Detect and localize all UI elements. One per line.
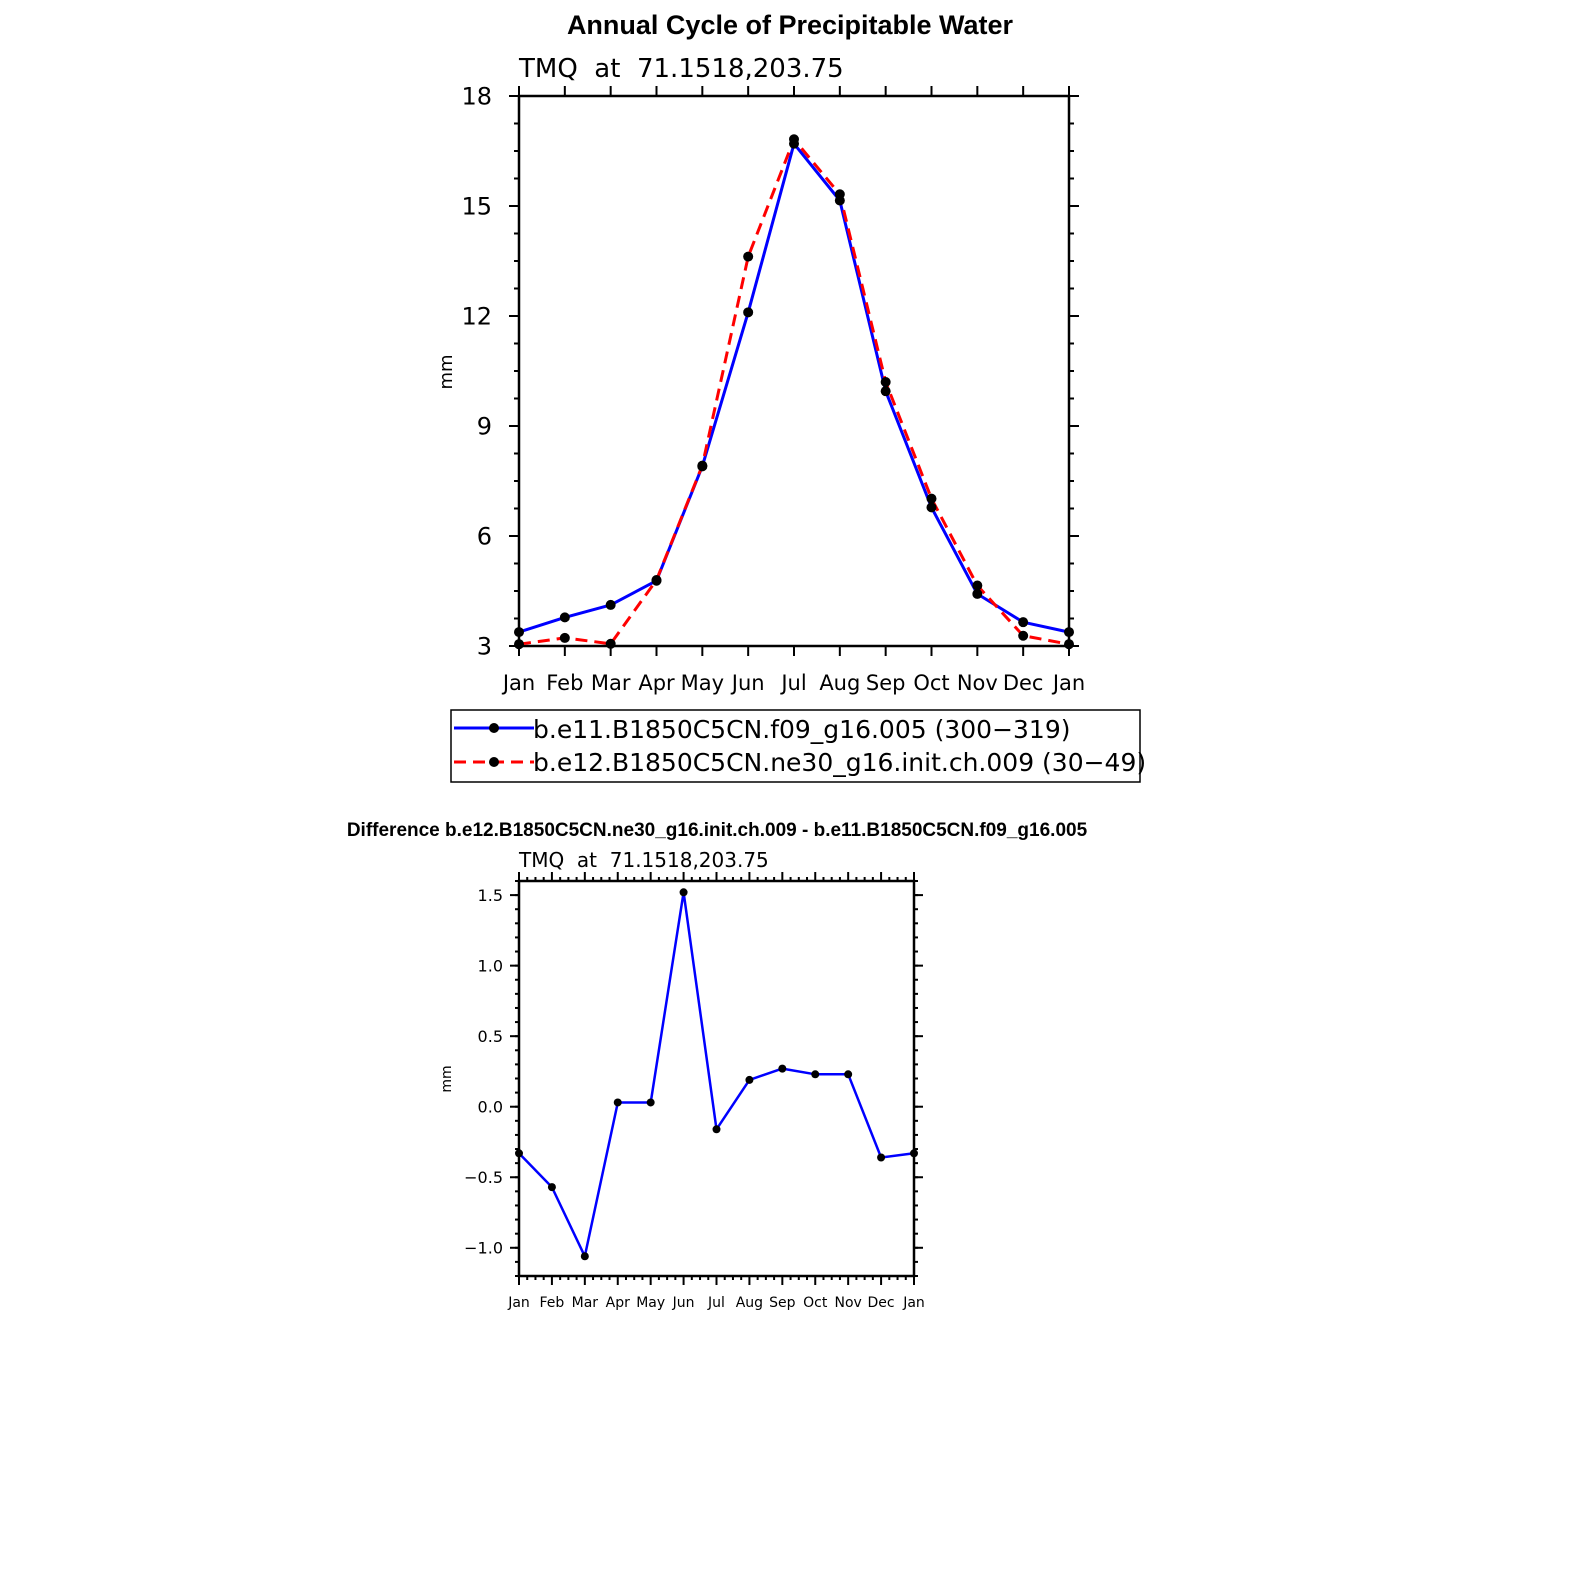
diff-xtick-label: Aug [735, 1295, 764, 1311]
main-series-1-point [881, 386, 891, 396]
diff-xtick-label: Apr [605, 1295, 630, 1311]
main-series-2-point [1064, 639, 1074, 649]
main-series-2-point [881, 377, 891, 387]
legend-marker-series-2 [489, 757, 499, 767]
main-ytick-label: 15 [461, 192, 492, 221]
diff-chart-ylabel: mm [439, 1065, 455, 1093]
main-xtick-label: Aug [819, 671, 861, 695]
diff-plot-frame [519, 881, 914, 1276]
diff-series-1-point [745, 1076, 753, 1084]
main-xtick-label: Sep [865, 671, 906, 695]
main-series-2-point [743, 252, 753, 262]
diff-xtick-label: Jun [672, 1295, 695, 1311]
main-series-2-point [514, 639, 524, 649]
diff-xtick-label: Mar [571, 1295, 599, 1311]
legend-marker-series-1 [489, 723, 499, 733]
diff-xtick-label: Nov [834, 1295, 862, 1311]
diff-xtick-label: Oct [803, 1295, 828, 1311]
main-xtick-label: Mar [590, 671, 631, 695]
main-chart-series-group [514, 134, 1074, 649]
main-xtick-label: Jan [1052, 671, 1086, 695]
main-chart-ylabel: mm [436, 354, 457, 390]
diff-series-line-1 [519, 892, 914, 1256]
diff-ytick-label: 1.5 [477, 885, 503, 905]
diff-xtick-label: Jan [903, 1295, 925, 1311]
main-xtick-label: May [680, 671, 725, 695]
diff-ytick-label: 0.5 [477, 1026, 503, 1046]
main-chart-title: Annual Cycle of Precipitable Water [566, 10, 1014, 40]
diff-series-1-point [713, 1125, 721, 1133]
main-series-2-point [652, 575, 662, 585]
main-series-2-point [1018, 631, 1028, 641]
diff-series-1-point [548, 1183, 556, 1191]
main-series-1-point [606, 600, 616, 610]
main-series-1-point [560, 612, 570, 622]
diff-chart-title: Difference b.e12.B1850C5CN.ne30_g16.init.ch.009 - b.e11.B1850C5CN.f09_g16.005 [346, 820, 1088, 841]
main-ytick-label: 6 [476, 522, 492, 551]
main-series-2-point [835, 189, 845, 199]
main-plot-frame [519, 96, 1069, 646]
main-xtick-label: Dec [1002, 671, 1044, 695]
main-series-2-point [560, 633, 570, 643]
main-xtick-label: Jul [781, 671, 807, 695]
main-series-1-point [1064, 627, 1074, 637]
main-ytick-label: 3 [476, 632, 492, 661]
diff-xtick-label: Feb [539, 1295, 565, 1311]
diff-ytick-label: 1.0 [477, 956, 503, 976]
diff-ytick-label: −0.5 [464, 1168, 503, 1188]
diff-series-1-point [877, 1154, 885, 1162]
diff-series-1-point [844, 1070, 852, 1078]
main-series-1-point [1018, 617, 1028, 627]
main-series-1-point [743, 307, 753, 317]
main-xtick-label: Feb [546, 671, 584, 695]
main-series-2-point [927, 494, 937, 504]
legend-label-series-1: b.e11.B1850C5CN.f09_g16.005 (300−319) [533, 715, 1071, 744]
main-xtick-label: Jun [731, 671, 765, 695]
main-ytick-label: 12 [461, 302, 492, 331]
diff-series-1-point [581, 1252, 589, 1260]
diff-series-1-point [778, 1065, 786, 1073]
main-series-1-point [514, 627, 524, 637]
diff-series-1-point [680, 888, 688, 896]
main-xtick-label: Oct [913, 671, 950, 695]
legend-label-series-2: b.e12.B1850C5CN.ne30_g16.init.ch.009 (30−49) [533, 748, 1147, 777]
diff-ytick-label: 0.0 [477, 1097, 503, 1117]
main-series-1-point [927, 502, 937, 512]
main-xtick-label: Jan [502, 671, 536, 695]
main-xtick-label: Apr [638, 671, 675, 695]
main-series-2-point [789, 134, 799, 144]
diff-ytick-label: −1.0 [464, 1238, 503, 1258]
main-series-2-point [697, 461, 707, 471]
main-chart-subtitle: TMQ at 71.1518,203.75 [519, 54, 844, 84]
main-series-2-point [606, 639, 616, 649]
main-ytick-label: 9 [476, 412, 492, 441]
diff-xtick-label: Dec [867, 1295, 895, 1311]
diff-xtick-label: Jan [508, 1295, 530, 1311]
diff-chart-series-group [515, 888, 918, 1260]
diff-series-1-point [614, 1098, 622, 1106]
main-series-2-point [972, 581, 982, 591]
diff-series-1-point [515, 1149, 523, 1157]
diff-series-1-point [910, 1149, 918, 1157]
diff-series-1-point [811, 1070, 819, 1078]
diff-chart-subtitle: TMQ at 71.1518,203.75 [519, 848, 769, 872]
diff-xtick-label: May [636, 1295, 666, 1311]
main-ytick-label: 18 [461, 82, 492, 111]
main-series-line-2 [519, 139, 1069, 644]
main-series-line-1 [519, 144, 1069, 632]
diff-xtick-label: Jul [708, 1295, 725, 1311]
diff-series-1-point [647, 1098, 655, 1106]
diff-xtick-label: Sep [769, 1295, 796, 1311]
main-xtick-label: Nov [956, 671, 998, 695]
